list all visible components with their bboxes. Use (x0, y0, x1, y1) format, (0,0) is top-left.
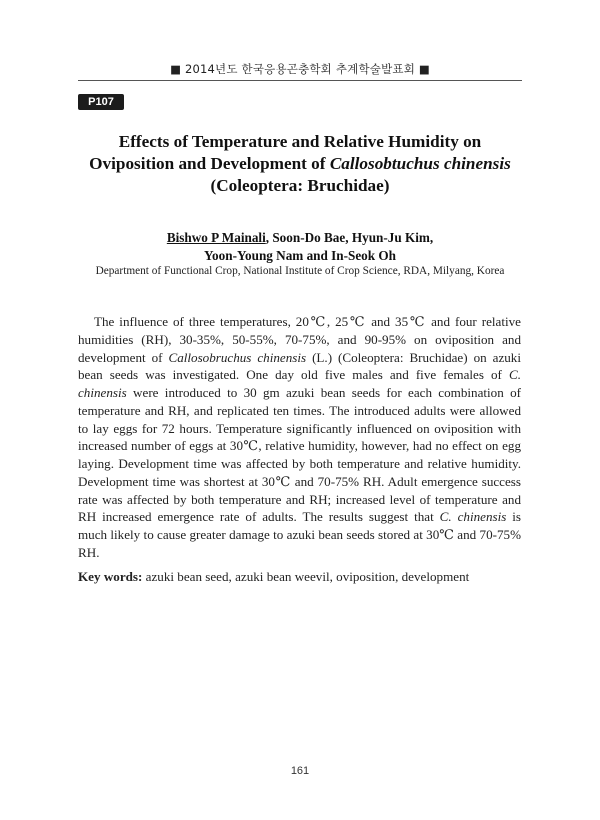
authors-line-1 (80, 229, 520, 247)
running-header: ■ 2014년도 한국응용곤충학회 추계학술발표회 ■ (170, 62, 430, 76)
title-species-name: Callosobtuchus chinensis (329, 154, 511, 173)
abstract-species-2: C. chinensis (78, 367, 521, 400)
keywords-text: azuki bean seed, azuki bean weevil, oviposition, development (142, 569, 470, 584)
abstract-body (78, 313, 521, 562)
abstract-text-1: The influence of three temperatures, 20℃, 25℃ and 35℃ and four relative humidities (RH), 30-35%, 50-55%, 70-75%, and 90-95% on oviposition and development of (78, 314, 521, 365)
page-number: 161 (290, 765, 310, 777)
authors-line-2: Yoon-Young Nam and In-Seok Oh (203, 248, 396, 263)
abstract-text-3: were introduced to 30 gm azuki bean seeds for each combination of temperature and RH, and replicated ten times. The introduced adults were allowed to lay eggs for 72 hours. Temperature significantly influenced on oviposition with increased number of eggs at 30℃, relative humidity, however, had no effect on egg laying. Development time was affected by both temperature and relative humidity. Development time was shortest at 30℃ and 70-75% RH. Adult emergence success rate was affected by both temperature and RH; increased level of temperature and RH increased emergence rate of adults. The results suggest that (78, 385, 521, 525)
abstract-text-4: is much likely to cause greater damage to azuki bean seeds stored at 30℃ and 70-75% RH. (78, 509, 521, 560)
keywords-label: Key words: (78, 569, 143, 584)
affiliation: Department of Functional Crop, National Institute of Crop Science, RDA, Milyang, Korea (95, 265, 505, 277)
authors-line-1-rest: , Soon-Do Bae, Hyun-Ju Kim, (265, 230, 434, 245)
title-line-2-prefix: Oviposition and Development of (89, 154, 330, 173)
presenting-author: Bishwo P Mainali (166, 230, 266, 245)
title-line-3: (Coleoptera: Bruchidae) (210, 176, 390, 195)
title-line-1: Effects of Temperature and Relative Humidity on (118, 132, 482, 151)
author-list (80, 229, 520, 265)
keywords (78, 569, 521, 585)
paper-title (60, 131, 540, 197)
abstract-text-2: (L.) (Coleoptera: Bruchidae) on azuki bean seeds was investigated. One day old five males and five females of (78, 349, 521, 383)
header-rule (78, 80, 522, 81)
abstract-species-3: C. chinensis (439, 509, 507, 525)
title-line-2 (60, 153, 540, 175)
poster-number-badge: P107 (78, 94, 124, 110)
abstract-species-1: Callosobruchus chinensis (168, 349, 307, 365)
abstract-paragraph (78, 313, 521, 562)
